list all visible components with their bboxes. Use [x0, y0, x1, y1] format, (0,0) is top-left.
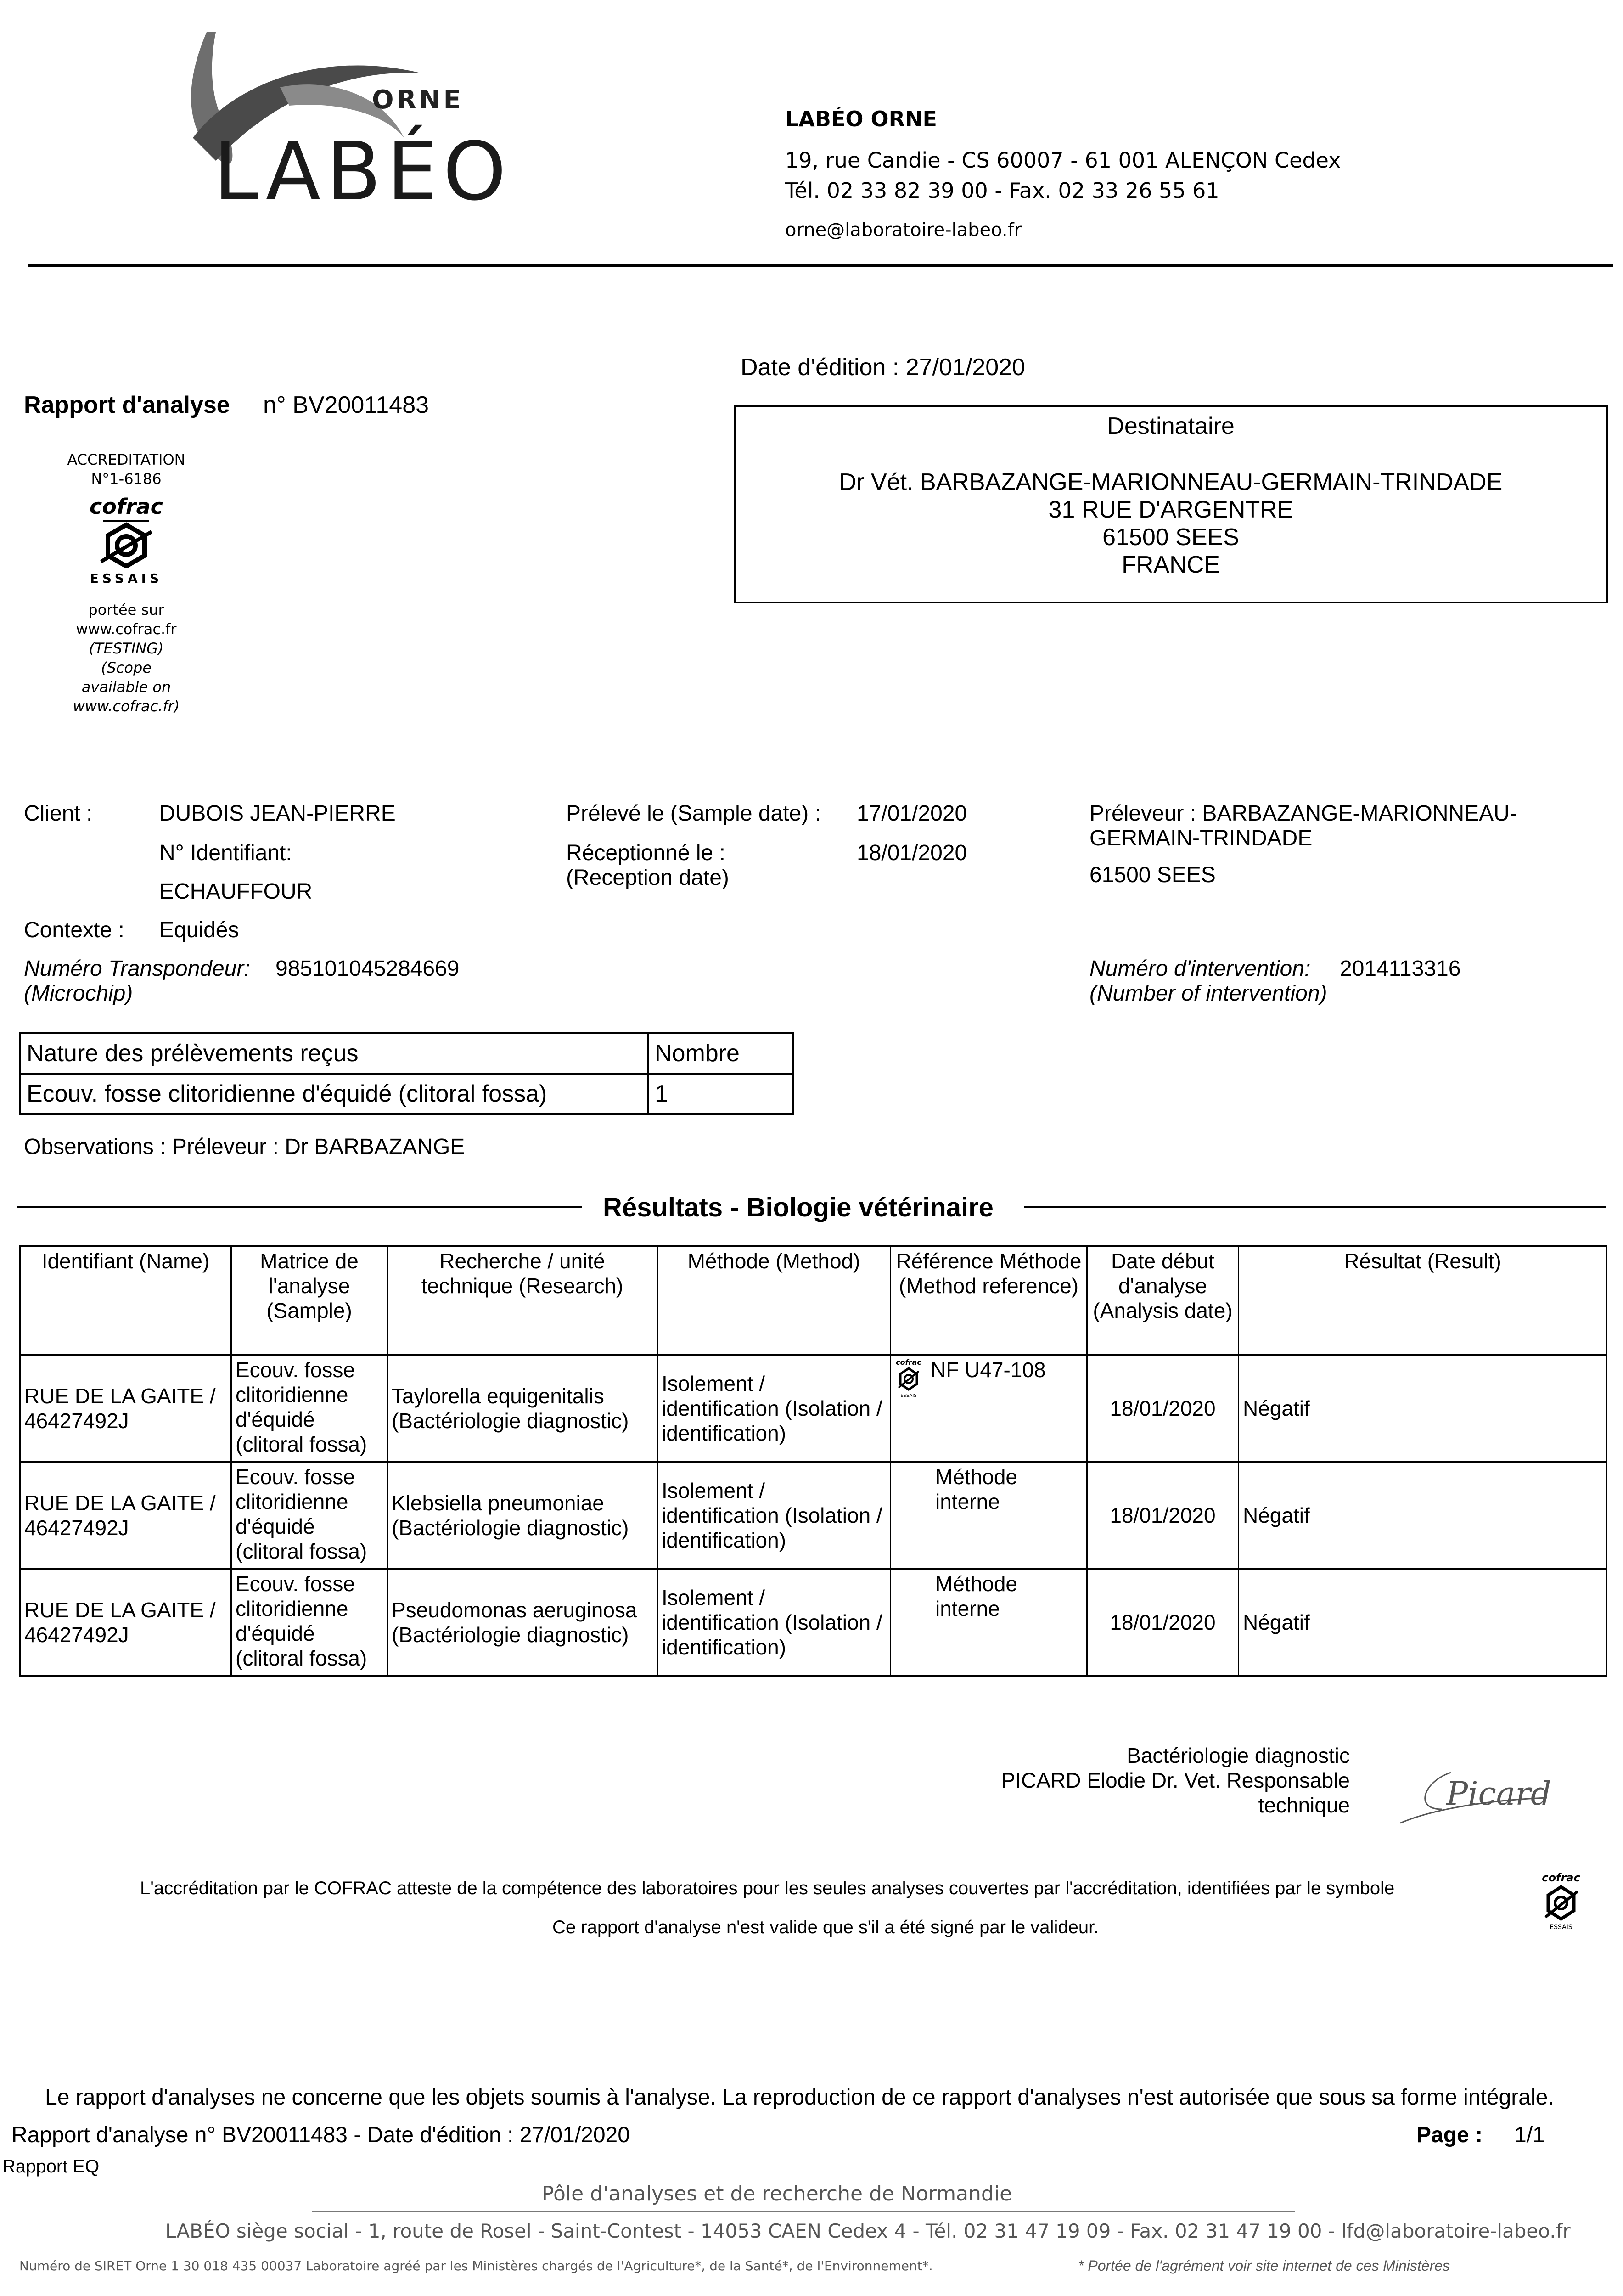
result-sample: Ecouv. fosse clitoridienne d'équidé (clitoral fossa) — [231, 1462, 387, 1569]
footer-report-type: Rapport EQ — [2, 2156, 100, 2177]
result-date: 18/01/2020 — [1087, 1462, 1239, 1569]
scope-link[interactable]: www.cofrac.fr — [76, 620, 177, 638]
result-value: Négatif — [1239, 1569, 1607, 1676]
result-reference-cell — [891, 1355, 1087, 1462]
report-title: Rapport d'analyse — [24, 392, 230, 418]
result-method: Isolement / identification (Isolation / identification) — [657, 1355, 891, 1462]
edition-date: Date d'édition : 27/01/2020 — [741, 354, 1025, 381]
footer-page-value: 1/1 — [1514, 2123, 1545, 2147]
contexte-label: Contexte : — [24, 918, 124, 942]
client-locality: ECHAUFFOUR — [159, 879, 313, 904]
essais-word: ESSAIS — [90, 571, 163, 586]
svg-text:cofrac: cofrac — [896, 1358, 921, 1367]
result-research: Klebsiella pneumoniae (Bactériologie diagnostic) — [387, 1462, 657, 1569]
footer-divider — [312, 2211, 1295, 2212]
reproduction-note: Le rapport d'analyses ne concerne que les objets soumis à l'analyse. La reproduction de ce rapport d'analyses n'est autorisée que sous sa forme intégrale. — [45, 2085, 1554, 2110]
accreditation-label: ACCREDITATION — [67, 451, 185, 468]
contexte-value: Equidés — [159, 918, 239, 942]
table-row — [20, 1569, 1607, 1676]
result-name: RUE DE LA GAITE / 46427492J — [20, 1569, 231, 1676]
header-divider — [28, 264, 1613, 267]
footer-report-ref: Rapport d'analyse n° BV20011483 - Date d'édition : 27/01/2020 — [11, 2123, 630, 2147]
signature-dept: Bactériologie diagnostic — [1127, 1744, 1350, 1767]
accreditation-number: N°1-6186 — [91, 470, 162, 488]
result-sample: Ecouv. fosse clitoridienne d'équidé (clitoral fossa) — [231, 1569, 387, 1676]
samples-header-row — [20, 1033, 793, 1074]
intervention-value: 2014113316 — [1340, 957, 1461, 981]
signature-text: Picard — [1446, 1775, 1551, 1812]
result-reference: Méthode interne — [891, 1462, 1087, 1569]
footer-agrement: * Portée de l'agrément voir site internet de ces Ministères — [1078, 2257, 1450, 2274]
recipient-box — [734, 405, 1608, 603]
cofrac-small-icon — [895, 1357, 922, 1404]
transponder-sublabel: (Microchip) — [24, 981, 133, 1006]
reception-date-value: 18/01/2020 — [857, 841, 967, 865]
col-header-research: Recherche / unité technique (Research) — [387, 1246, 657, 1355]
footer-page-label: Page : — [1416, 2123, 1483, 2147]
svg-text:cofrac: cofrac — [1542, 1871, 1580, 1884]
col-header-reference: Référence Méthode (Method reference) — [891, 1246, 1087, 1355]
col-header-result: Résultat (Result) — [1239, 1246, 1607, 1355]
identifiant-label: N° Identifiant: — [159, 841, 292, 865]
result-sample: Ecouv. fosse clitoridienne d'équidé (clitoral fossa) — [231, 1355, 387, 1462]
cofrac-note-icon — [1538, 1871, 1584, 1933]
lab-email: orne@laboratoire-labeo.fr — [785, 219, 1022, 241]
reception-label: Réceptionné le : — [566, 841, 725, 865]
col-header-method: Méthode (Method) — [657, 1246, 891, 1355]
scope-line-4: (Scope — [101, 659, 152, 676]
preleveur-line-1: Préleveur : BARBAZANGE-MARIONNEAU- — [1089, 801, 1517, 826]
intervention-label: Numéro d'intervention: — [1089, 957, 1311, 981]
recipient-city: 61500 SEES — [1102, 524, 1239, 551]
samples-count-header: Nombre — [648, 1033, 793, 1074]
signature-person: PICARD Elodie Dr. Vet. Responsable — [1001, 1768, 1350, 1792]
results-table — [19, 1245, 1607, 1677]
scope-line-1: portée sur — [88, 601, 164, 619]
result-method: Isolement / identification (Isolation / identification) — [657, 1462, 891, 1569]
samples-table — [19, 1032, 794, 1115]
results-title: Résultats - Biologie vétérinaire — [603, 1193, 994, 1222]
result-reference: Méthode interne — [891, 1569, 1087, 1676]
cofrac-emblem-icon — [92, 518, 161, 568]
result-date: 18/01/2020 — [1087, 1355, 1239, 1462]
sample-date-label: Prélevé le (Sample date) : — [566, 801, 821, 826]
results-header-row — [20, 1246, 1607, 1355]
cofrac-word: cofrac — [90, 494, 163, 519]
cofrac-note: L'accréditation par le COFRAC atteste de la compétence des laboratoires pour les seules analyses couvertes par l'accréditation, identifiées par le symbole — [140, 1878, 1395, 1898]
preleveur-city: 61500 SEES — [1089, 863, 1216, 887]
recipient-country: FRANCE — [1122, 551, 1220, 578]
logo-labeo: LABÉO — [213, 125, 512, 219]
accreditation-block — [51, 450, 202, 716]
result-reference: NF U47-108 — [931, 1358, 1046, 1382]
scope-line-5: available on — [81, 678, 171, 696]
sample-date-value: 17/01/2020 — [857, 801, 967, 826]
cofrac-emblem-small-icon — [1538, 1871, 1584, 1931]
svg-text:ESSAIS: ESSAIS — [900, 1393, 917, 1398]
transponder-label: Numéro Transpondeur: — [24, 957, 250, 981]
client-name: DUBOIS JEAN-PIERRE — [159, 801, 396, 826]
sample-count: 1 — [648, 1074, 793, 1114]
result-date: 18/01/2020 — [1087, 1569, 1239, 1676]
svg-text:ESSAIS: ESSAIS — [1550, 1924, 1572, 1931]
handwritten-signature — [1396, 1754, 1552, 1832]
samples-nature-header: Nature des prélèvements reçus — [20, 1033, 648, 1074]
recipient-street: 31 RUE D'ARGENTRE — [1048, 496, 1293, 523]
recipient-label: Destinataire — [1107, 413, 1235, 439]
intervention-sublabel: (Number of intervention) — [1089, 981, 1327, 1006]
result-research: Pseudomonas aeruginosa (Bactériologie diagnostic) — [387, 1569, 657, 1676]
logo-orne: ORNE — [372, 85, 464, 115]
signature-role: technique — [1258, 1793, 1350, 1817]
table-row — [20, 1462, 1607, 1569]
footer-siege: LABÉO siège social - 1, route de Rosel - Saint-Contest - 14053 CAEN Cedex 4 - Tél. 02 31 47 19 09 - Fax. 02 31 47 19 00 - lfd@laboratoire-labeo.fr — [165, 2220, 1571, 2242]
observations: Observations : Préleveur : Dr BARBAZANGE — [24, 1135, 465, 1159]
recipient-name: Dr Vét. BARBAZANGE-MARIONNEAU-GERMAIN-TRINDADE — [839, 469, 1503, 495]
result-value: Négatif — [1239, 1355, 1607, 1462]
scope-line-6: www.cofrac.fr) — [73, 698, 180, 715]
results-rule-right — [1024, 1206, 1606, 1208]
cofrac-logo — [87, 495, 165, 586]
client-label: Client : — [24, 801, 93, 826]
lab-name: LABÉO ORNE — [785, 107, 937, 131]
table-row — [20, 1355, 1607, 1462]
col-header-sample: Matrice de l'analyse (Sample) — [231, 1246, 387, 1355]
results-rule-left — [17, 1206, 582, 1208]
signature-block — [872, 1743, 1350, 1818]
footer-pole: Pôle d'analyses et de recherche de Normandie — [542, 2182, 1012, 2206]
col-header-name: Identifiant (Name) — [20, 1246, 231, 1355]
result-name: RUE DE LA GAITE / 46427492J — [20, 1462, 231, 1569]
table-row — [20, 1074, 793, 1114]
result-value: Négatif — [1239, 1462, 1607, 1569]
lab-phone: Tél. 02 33 82 39 00 - Fax. 02 33 26 55 61 — [785, 178, 1219, 203]
footer-siret: Numéro de SIRET Orne 1 30 018 435 00037 Laboratoire agréé par les Ministères chargés de l'Agriculture*, de la Santé*, de l'Environnement*. — [19, 2258, 933, 2273]
preleveur-line-2: GERMAIN-TRINDADE — [1089, 826, 1313, 850]
transponder-value: 985101045284669 — [275, 957, 460, 981]
result-name: RUE DE LA GAITE / 46427492J — [20, 1355, 231, 1462]
lab-address: 19, rue Candie - CS 60007 - 61 001 ALENÇON Cedex — [785, 148, 1341, 173]
col-header-date: Date début d'analyse (Analysis date) — [1087, 1246, 1239, 1355]
reception-sublabel: (Reception date) — [566, 866, 729, 890]
scope-line-3: (TESTING) — [89, 640, 164, 657]
sample-nature: Ecouv. fosse clitoridienne d'équidé (clitoral fossa) — [20, 1074, 648, 1114]
report-number: n° BV20011483 — [263, 392, 429, 418]
result-research: Taylorella equigenitalis (Bactériologie diagnostic) — [387, 1355, 657, 1462]
result-method: Isolement / identification (Isolation / identification) — [657, 1569, 891, 1676]
validity-note: Ce rapport d'analyse n'est valide que s'il a été signé par le valideur. — [552, 1917, 1099, 1937]
